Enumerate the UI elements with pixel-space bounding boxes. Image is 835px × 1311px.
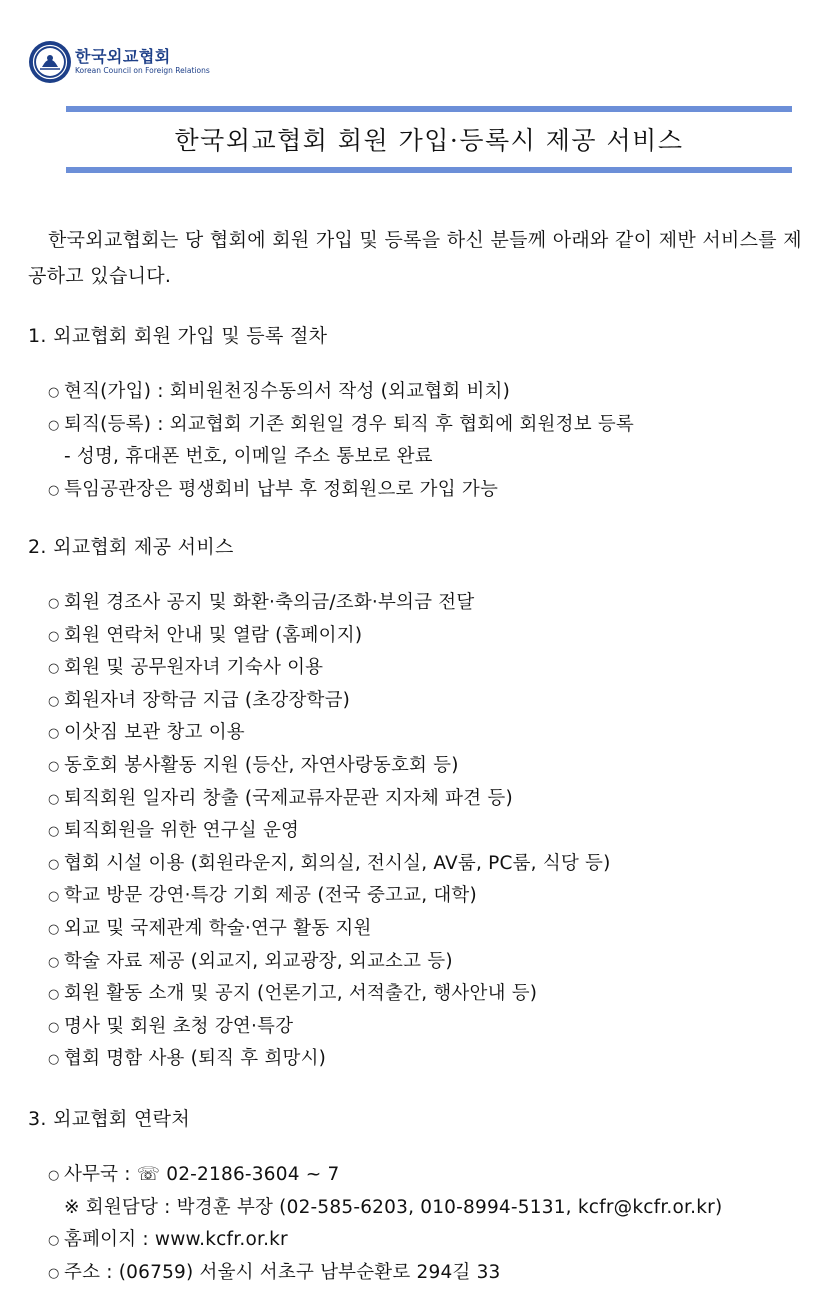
section-membership-procedure: [28, 320, 808, 506]
services-list: [28, 587, 808, 1076]
member-contact-note: ※ 회원담당 : 박경훈 부장 (02-585-6203, 010-8994-5131, kcfr@kcfr.or.kr): [64, 1196, 723, 1218]
list-item: ○ 학교 방문 강연·특강 기회 제공 (전국 중고교, 대학): [28, 880, 808, 913]
document-title: 한국외교협회 회원 가입·등록시 제공 서비스: [174, 126, 684, 155]
circle-bullet-icon: ○: [48, 628, 60, 644]
circle-bullet-icon: ○: [48, 1233, 60, 1249]
section-services: [28, 531, 808, 1076]
list-item: ○ 회원 연락처 안내 및 열람 (홈페이지): [28, 620, 808, 653]
office-phone-item: ○ 사무국 : ☏ 02-2186-3604 ~ 7: [28, 1159, 808, 1192]
intro-paragraph: [28, 222, 803, 294]
contact-list: [28, 1159, 808, 1289]
list-item: ○ 퇴직회원 일자리 창출 (국제교류자문관 지자체 파견 등): [28, 783, 808, 816]
circle-bullet-icon: ○: [48, 726, 60, 742]
circle-bullet-icon: ○: [48, 758, 60, 774]
list-item: ○ 현직(가입) : 회비원천징수동의서 작성 (외교협회 비치): [28, 376, 808, 409]
circle-bullet-icon: ○: [48, 482, 60, 498]
circle-bullet-icon: ○: [48, 1019, 60, 1035]
list-item: ○ 특임공관장은 평생회비 납부 후 정회원으로 가입 가능: [28, 474, 808, 507]
circle-bullet-icon: ○: [48, 987, 60, 1003]
title-bottom-rule: [66, 167, 792, 173]
list-item: ○ 협회 명함 사용 (퇴직 후 희망시): [28, 1043, 808, 1076]
list-item: ○ 명사 및 회원 초청 강연·특강: [28, 1011, 808, 1044]
address-item: ○ 주소 : (06759) 서울시 서초구 남부순환로 294길 33: [28, 1257, 808, 1290]
circle-bullet-icon: ○: [48, 1168, 60, 1183]
circle-bullet-icon: ○: [48, 856, 60, 872]
logo-korean-name: 한국외교협회: [75, 47, 171, 66]
circle-bullet-icon: ○: [48, 1052, 60, 1068]
list-item: ○ 이삿짐 보관 창고 이용: [28, 717, 808, 750]
list-item: ○ 회원 경조사 공지 및 화환·축의금/조화·부의금 전달: [28, 587, 808, 620]
list-item: ○ 협회 시설 이용 (회원라운지, 회의실, 전시실, AV룸, PC룸, 식당 등): [28, 848, 808, 881]
dash-marker: -: [64, 446, 71, 468]
section-heading: 2. 외교협회 제공 서비스: [28, 536, 234, 558]
list-item: ○ 학술 자료 제공 (외교지, 외교광장, 외교소고 등): [28, 946, 808, 979]
circle-bullet-icon: ○: [48, 596, 60, 611]
circle-bullet-icon: ○: [48, 1265, 60, 1281]
list-item: ○ 외교 및 국제관계 학술·연구 활동 지원: [28, 913, 808, 946]
list-item: ○ 회원자녀 장학금 지급 (초강장학금): [28, 685, 808, 718]
logo-english-name: Korean Council on Foreign Relations: [75, 66, 210, 75]
logo: [28, 40, 210, 84]
section-heading: 1. 외교협회 회원 가입 및 등록 절차: [28, 325, 328, 347]
circle-bullet-icon: ○: [48, 693, 60, 709]
list-item: ○ 회원 활동 소개 및 공지 (언론기고, 서적출간, 행사안내 등): [28, 978, 808, 1011]
list-item: ○ 회원 및 공무원자녀 기숙사 이용: [28, 652, 808, 685]
list-item: ○ 동호회 봉사활동 지원 (등산, 자연사랑동호회 등): [28, 750, 808, 783]
homepage-item: ○ 홈페이지 : www.kcfr.or.kr: [28, 1224, 808, 1257]
sub-list-item: - 성명, 휴대폰 번호, 이메일 주소 통보로 완료: [64, 446, 433, 468]
circle-bullet-icon: ○: [48, 921, 60, 937]
intro-text: 한국외교협회는 당 협회에 회원 가입 및 등록을 하신 분들께 아래와 같이 제반 서비스를 제공하고 있습니다.: [28, 229, 802, 287]
circle-bullet-icon: ○: [48, 661, 60, 677]
circle-bullet-icon: ○: [48, 417, 60, 433]
section-contact: [28, 1103, 808, 1289]
seal-emblem-icon: [28, 40, 72, 84]
circle-bullet-icon: ○: [48, 385, 60, 400]
list-item: ○ 퇴직(등록) : 외교협회 기존 회원일 경우 퇴직 후 협회에 회원정보 등록: [28, 409, 808, 442]
circle-bullet-icon: ○: [48, 954, 60, 970]
circle-bullet-icon: ○: [48, 824, 60, 840]
section-heading: 3. 외교협회 연락처: [28, 1108, 190, 1130]
list-item: ○ 퇴직회원을 위한 연구실 운영: [28, 815, 808, 848]
procedure-list: [28, 376, 808, 506]
title-top-rule: [66, 106, 792, 112]
circle-bullet-icon: ○: [48, 889, 60, 905]
circle-bullet-icon: ○: [48, 791, 60, 807]
